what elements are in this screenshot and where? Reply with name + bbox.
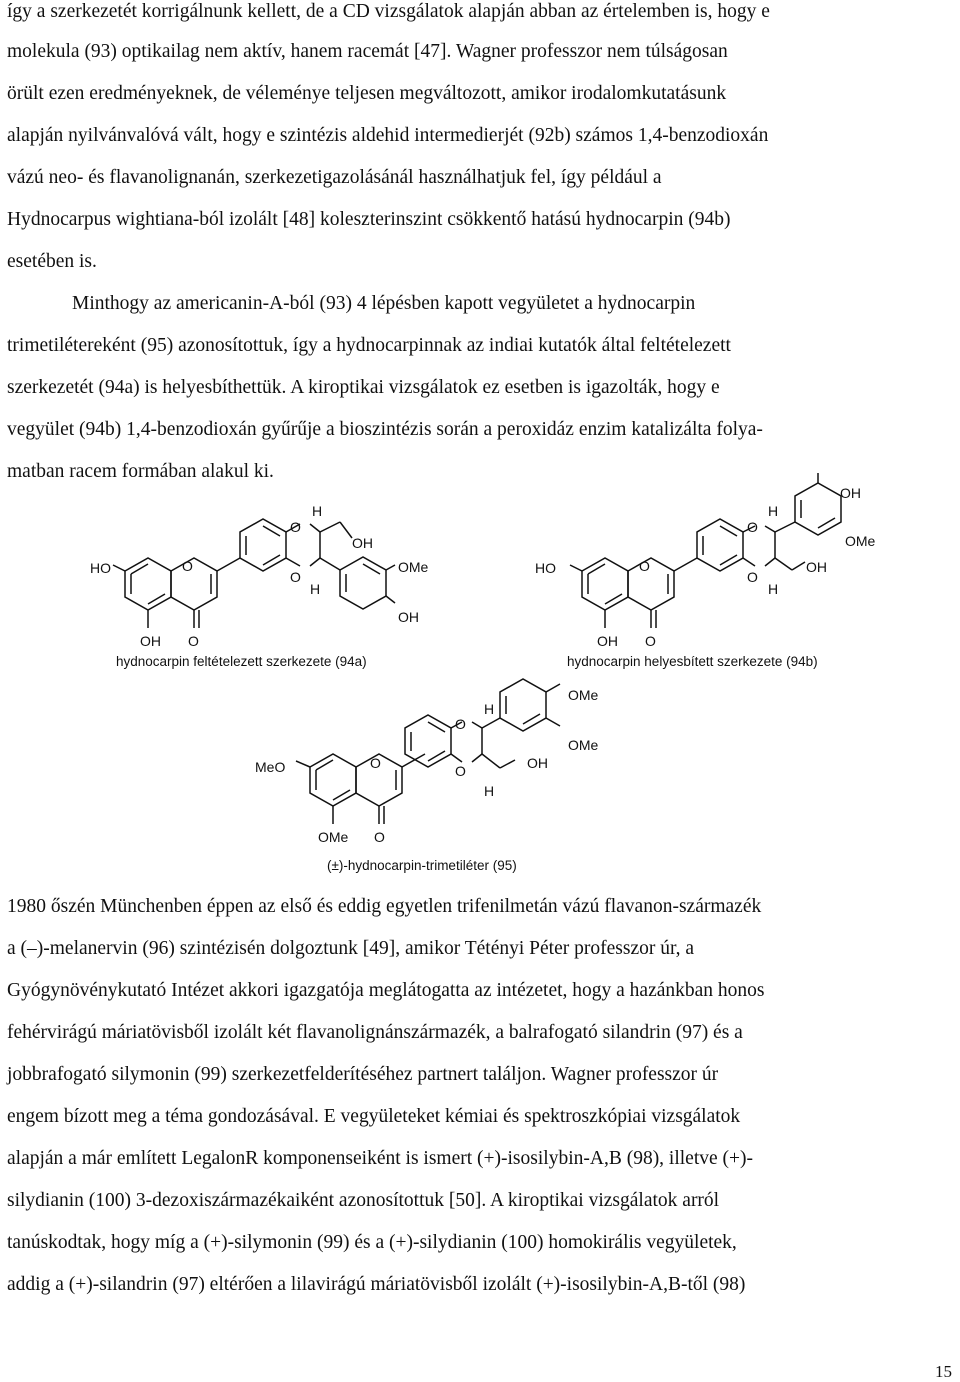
line-text: Minthogy az americanin-A-ból (93) 4 lépésben kapott vegyületet a hydnocarpin: [72, 293, 696, 314]
chem-label: H: [312, 503, 323, 519]
line-text: örült ezen eredményeknek, de véleménye teljesen megváltozott, amikor irodalomkutatásunk: [7, 83, 727, 104]
line-text: alapján a már említett LegalonR komponenseiként is ismert (+)-isosilybin-A,B (98), illetve (+)-: [7, 1148, 754, 1169]
text-line: [7, 250, 957, 274]
chem-label: OH: [806, 559, 827, 575]
chem-label: O: [645, 633, 656, 649]
chem-label: OH: [840, 485, 861, 501]
text-line: [7, 1273, 957, 1297]
line-text: vázú neo- és flavanolignanán, szerkezetigazolásánál használhatjuk fel, így például a: [7, 167, 662, 188]
text-line: [7, 979, 957, 1003]
chem-label: HO: [90, 560, 111, 576]
line-text: matban racem formában alakul ki.: [7, 461, 274, 482]
chem-label: O: [374, 829, 385, 845]
chem-label: OMe: [568, 737, 599, 753]
text-line: [7, 166, 957, 190]
chem-label: O: [290, 519, 301, 535]
page-number: 15: [935, 1362, 952, 1381]
chem-label: OMe: [845, 533, 876, 549]
text-line: [7, 124, 957, 148]
chem-label: O: [455, 716, 466, 732]
line-text: trimetilétereként (95) azonosítottuk, így a hydnocarpinnak az indiai kutatók által feltételezett: [7, 335, 731, 356]
line-text: 1980 őszén Münchenben éppen az első és eddig egyetlen trifenilmetán vázú flavanon-származék: [7, 896, 762, 917]
chem-label: OH: [398, 609, 419, 625]
chem-label: H: [768, 503, 779, 519]
chem-label: OH: [140, 633, 161, 649]
text-line: [7, 1147, 957, 1171]
line-text: Hydnocarpus wightiana-ból izolált [48] koleszterinszint csökkentő hatású hydnocarpin (94b): [7, 209, 731, 230]
text-line: [7, 418, 957, 442]
line-text: alapján nyilvánvalóvá vált, hogy e szintézis aldehid intermedierjét (92b) számos 1,4-benzodioxán: [7, 125, 769, 146]
chem-label: OH: [597, 633, 618, 649]
chem-label: H: [768, 581, 779, 597]
line-text: vegyület (94b) 1,4-benzodioxán gyűrűje a bioszintézis során a peroxidáz enzim katalizálta folya-: [7, 419, 763, 440]
chem-label: OH: [352, 535, 373, 551]
caption-94b: hydnocarpin helyesbített szerkezete (94b): [567, 654, 818, 669]
chem-label: O: [188, 633, 199, 649]
line-text: a (–)-melanervin (96) szintézisén dolgoztunk [49], amikor Tétényi Péter professzor úr, a: [7, 938, 695, 959]
line-text: tanúskodtak, hogy míg a (+)-silymonin (99) és a (+)-silydianin (100) homokirális vegyületek,: [7, 1232, 737, 1253]
text-line: [7, 208, 957, 232]
line-text: addig a (+)-silandrin (97) eltérően a lilavirágú máriatövisből izolált (+)-isosilybin-A,B-től (98): [7, 1274, 746, 1295]
chem-label: OMe: [568, 687, 599, 703]
text-line: [7, 82, 957, 106]
line-text: engem bízott meg a téma gondozásával. E vegyületeket kémiai és spektroszkópiai vizsgálatok: [7, 1106, 741, 1127]
chem-label: H: [484, 783, 495, 799]
caption-95: (±)-hydnocarpin-trimetiléter (95): [327, 858, 517, 873]
structure-94b: [535, 473, 876, 649]
chemical-structures-figure: [0, 470, 960, 890]
line-text: esetében is.: [7, 251, 97, 272]
text-line: [7, 1189, 957, 1213]
chem-label: O: [182, 558, 193, 574]
chem-label: MeO: [255, 759, 286, 775]
structure-95: [255, 679, 599, 845]
text-line: [7, 1105, 957, 1129]
text-line: [7, 1231, 957, 1255]
text-line: [7, 1063, 957, 1087]
chem-label: O: [455, 763, 466, 779]
line-text: molekula (93) optikailag nem aktív, hanem racemát [47]. Wagner professzor nem túlságosan: [7, 41, 728, 62]
text-line: [7, 40, 957, 64]
chem-label: O: [747, 519, 758, 535]
chem-label: OMe: [318, 829, 349, 845]
line-text: fehérvirágú máriatövisből izolált két flavanolignánszármazék, a balrafogató silandrin (97) és a: [7, 1022, 743, 1043]
line-text: így a szerkezetét korrigálnunk kellett, de a CD vizsgálatok alapján abban az értelemben is, hogy e: [7, 1, 770, 22]
text-line: [7, 937, 957, 961]
text-line: [72, 292, 957, 316]
caption-94a: hydnocarpin feltételezett szerkezete (94a): [116, 654, 367, 669]
line-text: jobbrafogató silymonin (99) szerkezetfelderítéséhez partnert találjon. Wagner professzor úr: [7, 1064, 719, 1085]
chem-label: O: [747, 569, 758, 585]
chem-label: O: [290, 569, 301, 585]
text-line: [7, 376, 957, 400]
line-text: szerkezetét (94a) is helyesbíthettük. A kiroptikai vizsgálatok ez esetben is igazolták, hogy e: [7, 377, 720, 398]
chem-label: OMe: [398, 559, 429, 575]
chem-label: OH: [527, 755, 548, 771]
chem-label: O: [370, 755, 381, 771]
structure-94a: [90, 503, 429, 649]
chem-label: HO: [535, 560, 556, 576]
chem-label: H: [484, 701, 495, 717]
chem-label: H: [310, 581, 321, 597]
text-line: [7, 895, 957, 919]
line-text: Gyógynövénykutató Intézet akkori igazgatója meglátogatta az intézetet, hogy a hazánkban honos: [7, 980, 765, 1001]
line-text: silydianin (100) 3-dezoxiszármazékaiként azonosítottuk [50]. A kiroptikai vizsgálatok arról: [7, 1190, 720, 1211]
text-line: [7, 0, 957, 24]
text-line: [7, 334, 957, 358]
text-line: [7, 1021, 957, 1045]
chem-label: O: [639, 558, 650, 574]
